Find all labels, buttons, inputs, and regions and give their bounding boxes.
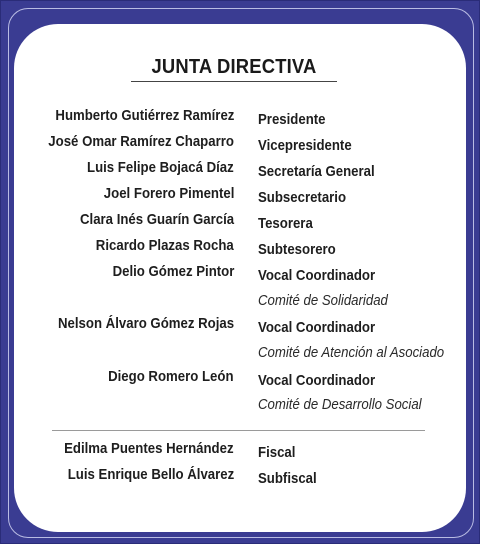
page-title: JUNTA DIRECTIVA: [151, 56, 317, 78]
member-name: Edilma Puentes Hernández: [64, 440, 234, 457]
member-role: Secretaría General: [258, 163, 375, 180]
member-role: Tesorera: [258, 215, 313, 232]
section-divider: [52, 430, 425, 431]
member-name: Humberto Gutiérrez Ramírez: [55, 107, 234, 124]
member-name: Joel Forero Pimentel: [103, 185, 234, 202]
title-underline: [131, 81, 337, 82]
member-role: Fiscal: [258, 444, 296, 461]
member-row: [0, 107, 480, 129]
member-row: [0, 133, 480, 155]
member-committee: Comité de Atención al Asociado: [258, 344, 445, 361]
member-row: [0, 237, 480, 259]
member-name: José Omar Ramírez Chaparro: [48, 133, 234, 150]
member-name: Nelson Álvaro Gómez Rojas: [57, 315, 234, 332]
member-name: Delio Gómez Pintor: [112, 263, 234, 280]
member-row: [0, 368, 480, 390]
member-name: Clara Inés Guarín García: [79, 211, 234, 228]
member-committee: Comité de Desarrollo Social: [258, 396, 422, 413]
member-row: [0, 185, 480, 207]
member-role: Subfiscal: [258, 470, 317, 487]
member-role: Vocal Coordinador: [258, 267, 376, 284]
member-row: [0, 263, 480, 285]
member-row: [0, 440, 480, 462]
member-name: Luis Enrique Bello Álvarez: [67, 466, 234, 483]
member-row: [0, 315, 480, 337]
member-committee: Comité de Solidaridad: [258, 292, 388, 309]
member-name: Diego Romero León: [108, 368, 234, 385]
committee-row: [0, 292, 480, 314]
committee-row: [0, 344, 480, 366]
member-role: Vocal Coordinador: [258, 319, 376, 336]
member-role: Subsecretario: [258, 189, 347, 206]
member-role: Subtesorero: [258, 241, 336, 258]
member-role: Vicepresidente: [258, 137, 352, 154]
member-name: Luis Felipe Bojacá Díaz: [87, 159, 234, 176]
committee-row: [0, 396, 480, 418]
member-row: [0, 159, 480, 181]
member-row: [0, 466, 480, 488]
member-row: [0, 211, 480, 233]
member-role: Presidente: [258, 111, 326, 128]
member-name: Ricardo Plazas Rocha: [96, 237, 234, 254]
member-role: Vocal Coordinador: [258, 372, 376, 389]
